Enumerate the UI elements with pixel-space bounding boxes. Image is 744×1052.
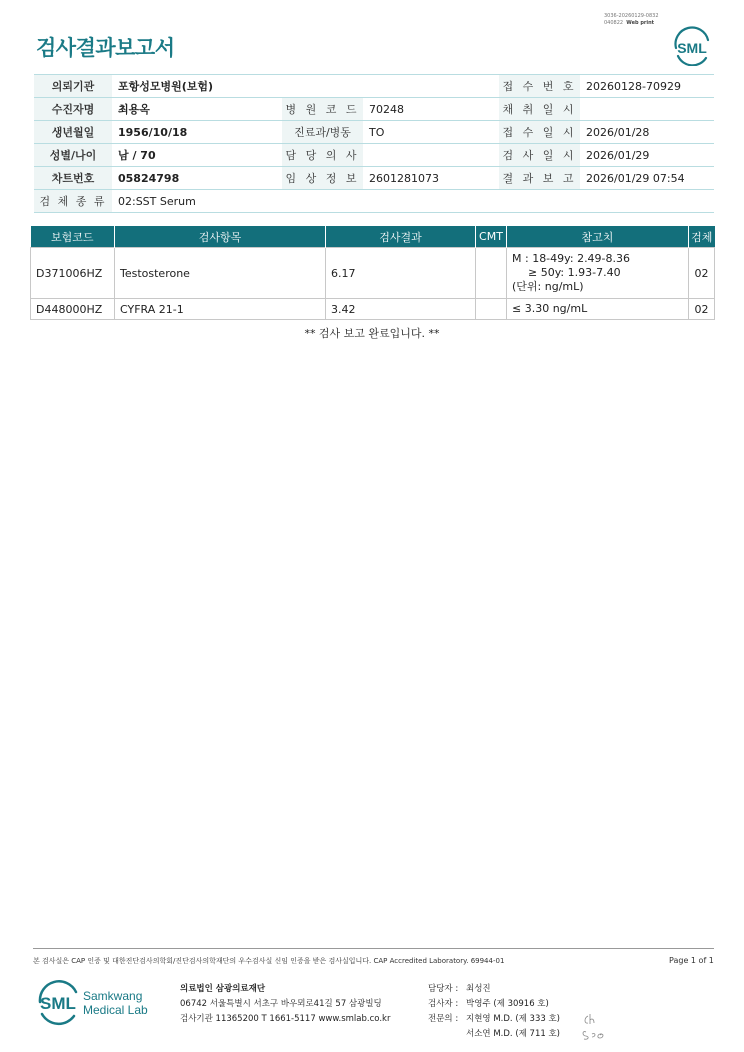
- value-department: TO: [363, 121, 499, 144]
- signature-icon: [578, 1010, 614, 1042]
- institution-address: 06742 서울특별시 서초구 바우뫼로41길 57 삼광빌딩: [180, 999, 382, 1009]
- cell-reference: [507, 248, 689, 299]
- header-reference: 참고치: [507, 226, 689, 248]
- logo-sml-text: SML: [40, 994, 76, 1013]
- cell-code: D371006HZ: [31, 248, 115, 299]
- print-mode: Web print: [626, 20, 655, 26]
- value-sex-age: 남 / 70: [112, 144, 282, 167]
- label-test-date: 검 사 일 시: [499, 144, 580, 167]
- print-code: 040822: [604, 20, 624, 26]
- results-header-row: [31, 226, 715, 248]
- specialist-name: 지현영 M.D. (제 333 호): [466, 1014, 561, 1024]
- value-specimen-type: 02:SST Serum: [112, 190, 714, 213]
- certification-note: 본 검사실은 CAP 인증 및 대한진단검사의학회/진단검사의학재단의 우수검사실 신임 인증을 받은 검사실입니다. CAP Accredited Laboratory. 69944-01: [33, 957, 505, 965]
- info-row: [34, 167, 714, 190]
- value-birthdate: 1956/10/18: [112, 121, 282, 144]
- value-requester: 포항성모병원(보험): [112, 75, 499, 98]
- value-patient-name: 최용옥: [112, 98, 282, 121]
- cell-specimen: 02: [689, 248, 715, 299]
- specialist-name: 서소연 M.D. (제 711 호): [466, 1029, 561, 1039]
- value-doctor: [363, 144, 499, 167]
- info-row: [34, 75, 714, 98]
- cell-specimen: 02: [689, 299, 715, 320]
- table-row: [31, 248, 715, 299]
- cell-cmt: [476, 299, 507, 320]
- cell-cmt: [476, 248, 507, 299]
- info-row: [34, 121, 714, 144]
- label-specimen-type: 검 체 종 류: [34, 190, 112, 213]
- results-table: [30, 226, 715, 320]
- report-complete-text: ** 검사 보고 완료입니다. **: [304, 327, 440, 340]
- value-clinical-info: 2601281073: [363, 167, 499, 190]
- label-hospital-code: 병 원 코 드: [282, 98, 363, 121]
- print-id: 3036-20260129-0832: [604, 13, 659, 19]
- tester-label: 검사자 :: [428, 999, 459, 1009]
- reference-line: (단위: ng/mL): [512, 280, 584, 293]
- cell-code: D448000HZ: [31, 299, 115, 320]
- cell-reference: ≤ 3.30 ng/mL: [507, 299, 689, 320]
- label-collection-date: 채 취 일 시: [499, 98, 580, 121]
- cell-item: CYFRA 21-1: [115, 299, 326, 320]
- info-row: [34, 190, 714, 213]
- label-result-report: 결 과 보 고: [499, 167, 580, 190]
- value-receipt-number: 20260128-70929: [580, 75, 714, 98]
- cell-item: Testosterone: [115, 248, 326, 299]
- logo-line2: Medical Lab: [83, 1003, 148, 1017]
- cell-result: 6.17: [326, 248, 476, 299]
- value-chart-number: 05824798: [112, 167, 282, 190]
- cell-result: 3.42: [326, 299, 476, 320]
- logo-line1: Samkwang: [83, 989, 143, 1003]
- label-birthdate: 생년월일: [34, 121, 112, 144]
- label-clinical-info: 임 상 정 보: [282, 167, 363, 190]
- value-result-report: 2026/01/29 07:54: [580, 167, 714, 190]
- manager-label: 담당자 :: [428, 984, 459, 994]
- manager-name: 최성진: [466, 984, 491, 994]
- samkwang-logo-icon: [36, 980, 156, 1026]
- value-hospital-code: 70248: [363, 98, 499, 121]
- label-doctor: 담 당 의 사: [282, 144, 363, 167]
- header-insurance-code: 보험코드: [31, 226, 115, 248]
- table-row: [31, 299, 715, 320]
- institution-name: 의료법인 삼광의료재단: [180, 984, 266, 994]
- institution-info: [180, 982, 390, 1027]
- staff-info: [428, 982, 560, 1042]
- label-sex-age: 성별/나이: [34, 144, 112, 167]
- header-test-result: 검사결과: [326, 226, 476, 248]
- label-department: 진료과/병동: [282, 121, 363, 144]
- report-title: 검사결과보고서: [36, 36, 175, 60]
- value-test-date: 2026/01/29: [580, 144, 714, 167]
- label-chart-number: 차트번호: [34, 167, 112, 190]
- header-test-item: 검사항목: [115, 226, 326, 248]
- value-receipt-date: 2026/01/28: [580, 121, 714, 144]
- sml-logo-icon: [670, 26, 714, 66]
- header-cmt: CMT: [476, 226, 507, 248]
- institution-contact: 검사기관 11365200 T 1661-5117 www.smlab.co.kr: [180, 1014, 391, 1024]
- value-collection-date: [580, 98, 714, 121]
- label-requester: 의뢰기관: [34, 75, 112, 98]
- specialist-label: 전문의 :: [428, 1014, 459, 1024]
- reference-line: M : 18-49y: 2.49-8.36: [512, 252, 631, 265]
- page-number: Page 1 of 1: [669, 956, 714, 965]
- label-patient-name: 수진자명: [34, 98, 112, 121]
- footer-divider: [33, 948, 714, 949]
- header-specimen: 검체: [689, 226, 715, 248]
- label-receipt-date: 접 수 일 시: [499, 121, 580, 144]
- tester-name: 박영주 (제 30916 호): [466, 999, 549, 1009]
- label-receipt-number: 접 수 번 호: [499, 75, 580, 98]
- reference-line: ≥ 50y: 1.93-7.40: [528, 266, 621, 279]
- sml-logo-text: SML: [677, 40, 707, 56]
- print-identifier: [604, 13, 659, 27]
- info-row: [34, 98, 714, 121]
- info-row: [34, 144, 714, 167]
- patient-info-table: [34, 74, 714, 213]
